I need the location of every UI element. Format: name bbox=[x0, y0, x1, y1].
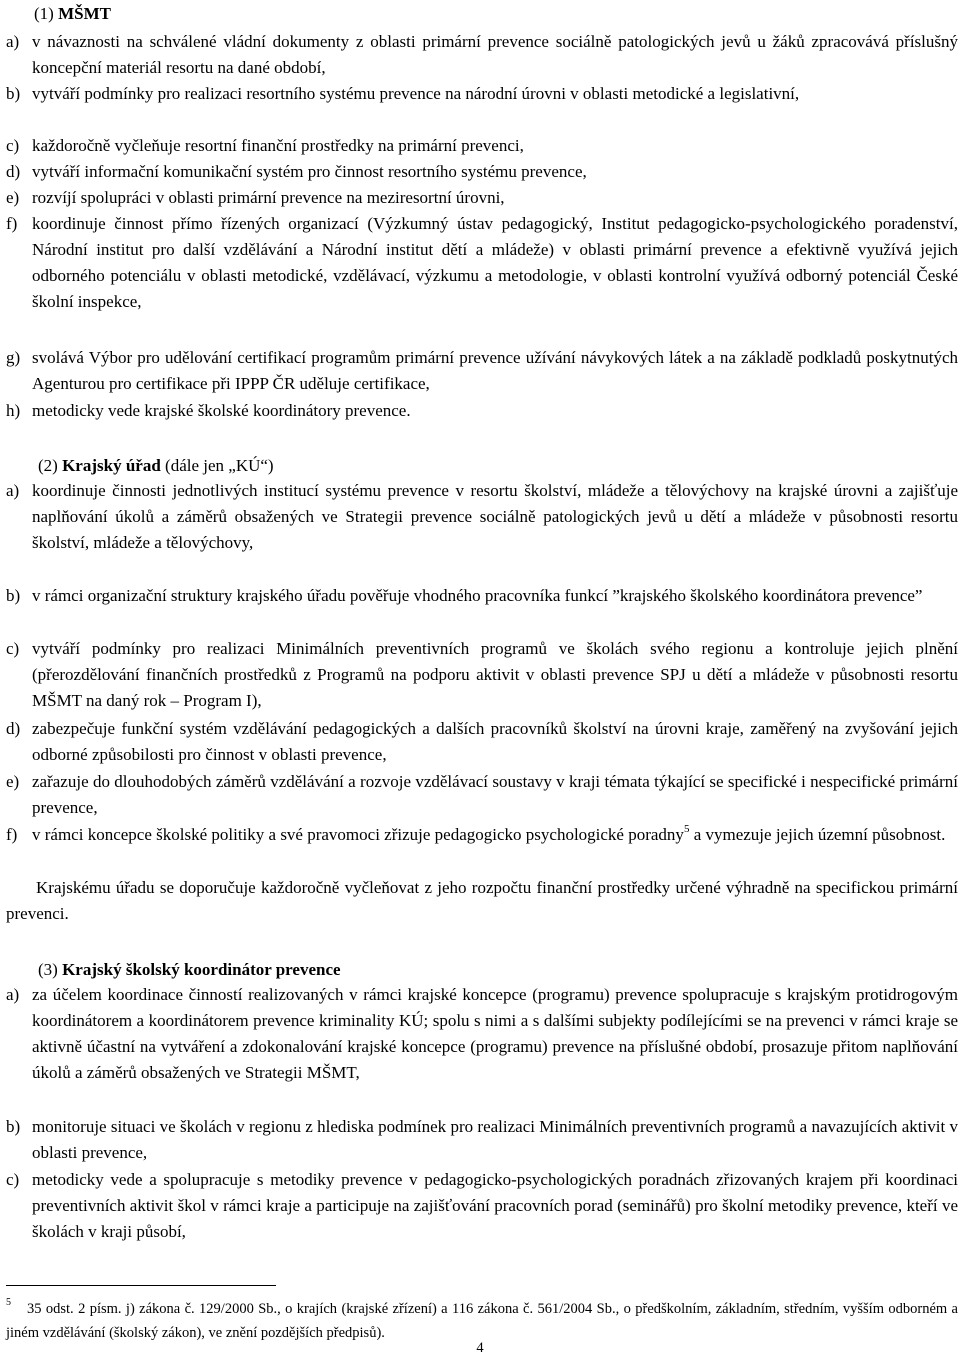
list-marker: c) bbox=[6, 1170, 20, 1189]
list-item bbox=[6, 982, 958, 1086]
list-marker: b) bbox=[6, 1117, 21, 1136]
list-item bbox=[6, 185, 958, 211]
footnote-number: 5 bbox=[6, 1297, 11, 1308]
list-marker: b) bbox=[6, 84, 21, 103]
section-number: (2) bbox=[38, 456, 58, 475]
section-title: MŠMT bbox=[58, 4, 111, 23]
list-text: zařazuje do dlouhodobých záměrů vzdělávání a rozvoje vzdělávací soustavy v kraji témata týkající se specifické i nespecifické primární prevence, bbox=[32, 772, 958, 817]
list-item bbox=[6, 1114, 958, 1166]
list-marker: e) bbox=[6, 188, 20, 207]
page-number: 4 bbox=[476, 1340, 484, 1356]
list-text: koordinuje činnosti jednotlivých institucí systému prevence v resortu školství, mládeže a tělovýchovy na krajské úrovni a zajišťuje naplňování úkolů a záměrů obsažených ve Strategii prevence sociálně patologických jevů u dětí a mládeže v působnosti resortu školství, mládeže a tělovýchovy, bbox=[32, 481, 958, 552]
list-marker: c) bbox=[6, 639, 20, 658]
list-item bbox=[6, 478, 958, 556]
footnote-reference[interactable]: 5 bbox=[683, 823, 690, 835]
list-item bbox=[6, 769, 958, 821]
list-item bbox=[6, 159, 958, 185]
footnote bbox=[6, 1297, 958, 1345]
list-item bbox=[6, 1167, 958, 1245]
list-item bbox=[6, 211, 958, 315]
list-item bbox=[6, 636, 958, 714]
list-text-main: v rámci koncepce školské politiky a své pravomoci zřizuje pedagogicko psychologické poradny bbox=[32, 825, 684, 844]
list-item bbox=[6, 345, 958, 397]
list-marker: e) bbox=[6, 772, 20, 791]
list-marker: b) bbox=[6, 586, 21, 605]
list-text: koordinuje činnost přímo řízených organizací (Výzkumný ústav pedagogický, Institut pedagogicko-psychologického poradenství, Národní institut pro další vzdělávání a Národní institut dětí a mládeže) v oblasti primární prevence a efektivně využívá jejich odborného potenciálu v oblasti metodické, vzdělávací, výzkumu a metodologie, v oblasti kontrolní využívá odborný potenciál České školní inspekce, bbox=[32, 214, 958, 311]
list-item bbox=[6, 133, 958, 159]
list-marker: f) bbox=[6, 214, 18, 233]
list-marker: g) bbox=[6, 348, 21, 367]
list-item bbox=[6, 398, 958, 424]
list-text: metodicky vede a spolupracuje s metodiky prevence v pedagogicko-psychologických poradnách zřizovaných krajem při koordinaci preventivních aktivit škol v rámci kraje a participuje na zajišťování pracovních porad (seminářů) pro školní metodiky prevence, kteří ve školách v kraji působí, bbox=[32, 1170, 958, 1241]
list-text: vytváří podmínky pro realizaci Minimálních preventivních programů ve školách svého regionu a kontroluje jejich plnění (přerozdělování finančních prostředků z Programů na podporu aktivit v oblasti prevence SPJ u dětí a mládeže v působnosti resortu MŠMT na daný rok – Program I), bbox=[32, 639, 958, 710]
list-text: metodicky vede krajské školské koordinátory prevence. bbox=[32, 401, 411, 420]
list-text: v rámci organizační struktury krajského úřadu pověřuje vhodného pracovníka funkcí ”krajského školského koordinátora prevence” bbox=[32, 586, 923, 605]
section-number: (3) bbox=[38, 960, 58, 979]
list-text: rozvíjí spolupráci v oblasti primární prevence na meziresortní úrovni, bbox=[32, 188, 505, 207]
list-text: svolává Výbor pro udělování certifikací programům primární prevence užívání návykových látek a na základě podkladů poskytnutých Agenturou pro certifikace při IPPP ČR uděluje certifikace, bbox=[32, 348, 958, 393]
footnote-divider bbox=[6, 1285, 276, 1286]
list-marker: c) bbox=[6, 136, 20, 155]
list-text: monitoruje situaci ve školách v regionu z hlediska podmínek pro realizaci Minimálních preventivních programů a navazujících aktivit v oblasti prevence, bbox=[32, 1117, 958, 1162]
list-text-continued: a vymezuje jejich územní působnost. bbox=[689, 825, 946, 844]
list-marker: a) bbox=[6, 32, 20, 51]
list-text: za účelem koordinace činností realizovaných v rámci krajské koncepce (programu) prevence spolupracuje s krajským protidrogovým koordinátorem a koordinátorem prevence kriminality KÚ; spolu s nimi a s dalšími subjekty podílejícími se na prevenci v rámci kraje se aktivně účastní na vytváření a zdokonalování krajské koncepce (programu) prevence na příslušné období, prosazuje přitom naplňování úkolů a záměrů obsažených ve Strategii MŠMT, bbox=[32, 985, 958, 1082]
list-item bbox=[6, 716, 958, 768]
list-marker: d) bbox=[6, 162, 21, 181]
section-number: (1) bbox=[34, 4, 54, 23]
section-heading-msmt bbox=[34, 4, 111, 24]
list-text bbox=[32, 822, 958, 848]
list-text: zabezpečuje funkční systém vzdělávání pedagogických a dalších pracovníků školství na úrovni kraje, zaměřený na zvyšování jejich odborné způsobilosti pro činnost v oblasti prevence, bbox=[32, 719, 958, 764]
section-title: Krajský úřad bbox=[62, 456, 161, 475]
closing-paragraph: Krajskému úřadu se doporučuje každoročně vyčleňovat z jeho rozpočtu finanční prostředky určené výhradně na specifickou primární prevenci. bbox=[6, 878, 958, 923]
footnote-text: 35 odst. 2 písm. j) zákona č. 129/2000 Sb., o krajích (krajské zřízení) a 116 zákona č. 561/2004 Sb., o předškolním, základním, středním, vyšším odborném a jiném vzdělávání (školský zákon), ve znění pozdějších předpisů). bbox=[6, 1301, 958, 1341]
section-heading-krajsky-urad bbox=[38, 456, 274, 476]
list-marker: a) bbox=[6, 481, 20, 500]
list-item bbox=[6, 81, 958, 107]
list-marker: d) bbox=[6, 719, 21, 738]
list-marker: h) bbox=[6, 401, 21, 420]
list-marker: f) bbox=[6, 825, 18, 844]
list-item bbox=[6, 822, 958, 848]
list-text: vytváří informační komunikační systém pro činnost resortního systému prevence, bbox=[32, 162, 587, 181]
list-text: v návaznosti na schválené vládní dokumenty z oblasti primární prevence sociálně patologických jevů u žáků zpracovává příslušný koncepční materiál resortu na dané období, bbox=[32, 32, 958, 77]
section-title-suffix: (dále jen „KÚ“) bbox=[160, 456, 274, 475]
list-marker: a) bbox=[6, 985, 20, 1004]
list-text: vytváří podmínky pro realizaci resortního systému prevence na národní úrovni v oblasti metodické a legislativní, bbox=[32, 84, 800, 103]
list-item bbox=[6, 29, 958, 81]
list-item bbox=[6, 583, 958, 609]
section-title: Krajský školský koordinátor prevence bbox=[62, 960, 341, 979]
list-text: každoročně vyčleňuje resortní finanční prostředky na primární prevenci, bbox=[32, 136, 524, 155]
section-heading-koordinator bbox=[38, 960, 341, 980]
